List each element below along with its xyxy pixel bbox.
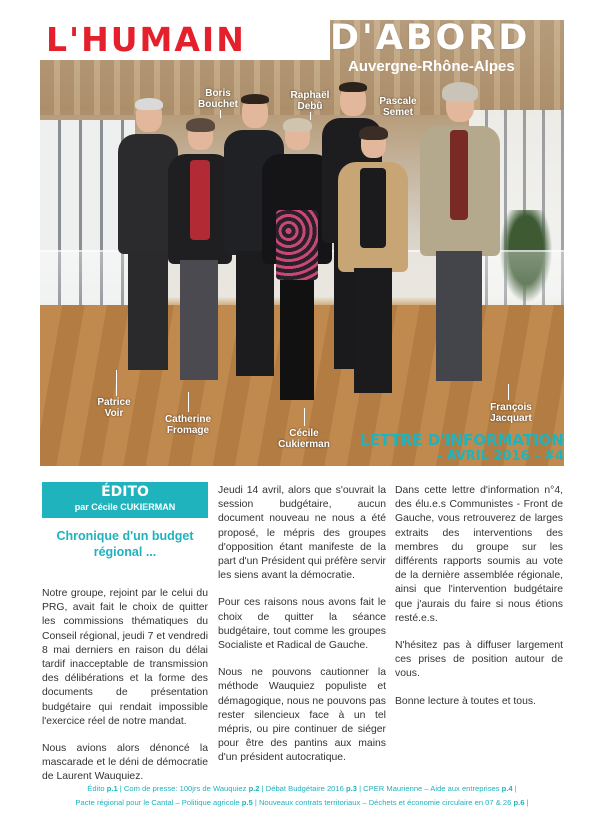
toc-page: p.2 bbox=[248, 784, 260, 793]
column-edito bbox=[42, 482, 208, 798]
toc-item[interactable]: Édito bbox=[87, 784, 105, 793]
masthead-title-red: L'HUMAIN bbox=[40, 20, 330, 60]
person-francois bbox=[420, 86, 500, 396]
toc-page: p.3 bbox=[345, 784, 357, 793]
person-pascale bbox=[338, 128, 408, 408]
toc-item[interactable]: CPER Maurienne – Aide aux entreprises bbox=[363, 784, 500, 793]
newsletter-label bbox=[360, 431, 564, 465]
column-middle bbox=[218, 484, 386, 779]
toc-page: p.4 bbox=[501, 784, 513, 793]
toc-page: p.6 bbox=[513, 798, 525, 807]
leader-line-catherine bbox=[188, 392, 189, 412]
paragraph: Pour ces raisons nous avons fait le choix de quitter la séance budgétaire, tout comme les groupes Socialiste et Radical de Gauche. bbox=[218, 597, 386, 652]
edito-box bbox=[42, 482, 208, 518]
newsletter-issue: - AVRIL 2016 - #4 bbox=[436, 449, 564, 464]
name-label-pascale: Pascale Semet bbox=[379, 96, 417, 118]
newsletter-title: LETTRE D'INFORMATION bbox=[360, 431, 564, 449]
paragraph: Dans cette lettre d'information n°4, des élu.e.s Communistes - Front de Gauche, vous retrouverez de larges extraits des interventions des membres du groupe sur les différents rapports soumis au vote de la dernière assemblée régionale, ainsi que l'intervention budgétaire que j'aurais du faire si nous étions resté.e.s. bbox=[395, 485, 563, 624]
paragraph: Nous avions alors dénoncé la mascarade et le déni de démocratie de Laurent Wauquiez. bbox=[42, 743, 208, 783]
toc-row-2: Pacte régional pour le Cantal – Politique agricole p.5 | Nouveaux contrats territoriaux – Déchets et économie circulaire en 07 & 26 p.6 | bbox=[75, 798, 529, 807]
person-catherine bbox=[168, 120, 232, 400]
leader-line-cecile bbox=[304, 408, 305, 426]
toc-row-1: Édito p.1 | Com de presse: 100jrs de Wauquiez p.2 | Débat Budgétaire 2016 p.3 | CPER Maurienne – Aide aux entreprises p.4 | bbox=[87, 784, 517, 793]
paragraph: N'hésitez pas à diffuser largement ces prises de position autour de vous. bbox=[395, 640, 563, 680]
name-label-cecile: Cécile Cukierman bbox=[278, 428, 330, 450]
edito-author: par Cécile CUKIERMAN bbox=[74, 502, 176, 512]
toc-item[interactable]: Pacte régional pour le Cantal – Politique agricole bbox=[75, 798, 240, 807]
toc-item[interactable]: Débat Budgétaire 2016 bbox=[265, 784, 344, 793]
toc-page: p.1 bbox=[106, 784, 118, 793]
toc-item[interactable]: Com de presse: 100jrs de Wauquiez bbox=[123, 784, 247, 793]
masthead-title-white: D'ABORD bbox=[330, 18, 531, 58]
edito-title: ÉDITO bbox=[101, 484, 149, 500]
name-label-raphael: Raphaël Debû bbox=[290, 90, 330, 112]
leader-line-francois bbox=[508, 384, 509, 400]
toc-item[interactable]: Nouveaux contrats territoriaux – Déchets et économie circulaire en 07 & 26 bbox=[258, 798, 512, 807]
leader-line-boris bbox=[220, 110, 221, 118]
toc-page: p.5 bbox=[241, 798, 253, 807]
name-label-boris: Boris Bouchet bbox=[198, 88, 238, 110]
paragraph: Nous ne pouvons cautionner la méthode Wauquiez populiste et démagogique, nous ne pouvons pas rester silencieux face à un tel mépris, ou pire continuer de siéger pour être des pantins aux mains d'un président autocratique. bbox=[218, 667, 386, 764]
name-label-patrice: Patrice Voir bbox=[97, 397, 131, 419]
name-label-francois: François Jacquart bbox=[490, 402, 532, 424]
paragraph: Notre groupe, rejoint par le celui du PRG, avait fait le choix de quitter les commissions thématiques du Conseil régional, jeudi 7 et vendredi 8 mai derniers en raison du délai tardif inacceptable de transmission des délibérations et la forme des documents de présentation budgétaire qui rendait impossible l'exercice réel de notre mandat. bbox=[42, 588, 208, 727]
edito-headline: Chronique d'un budget régional ... bbox=[56, 529, 194, 559]
region-subtitle: Auvergne-Rhône-Alpes bbox=[348, 58, 515, 75]
leader-line-raphael bbox=[310, 112, 311, 120]
paragraph: Jeudi 14 avril, alors que s'ouvrait la session budgétaire, aucun document nouveau ne nous a été proposé, le mépris des groupes d'opposition étant manifeste de la part d'un Président qui préfère servir les siens avant la démocratie. bbox=[218, 485, 386, 582]
name-label-catherine: Catherine Fromage bbox=[164, 414, 212, 436]
leader-line-patrice bbox=[116, 370, 117, 396]
column-right bbox=[395, 484, 563, 722]
table-of-contents-footer bbox=[40, 782, 564, 810]
paragraph: Bonne lecture à toutes et tous. bbox=[395, 695, 536, 707]
